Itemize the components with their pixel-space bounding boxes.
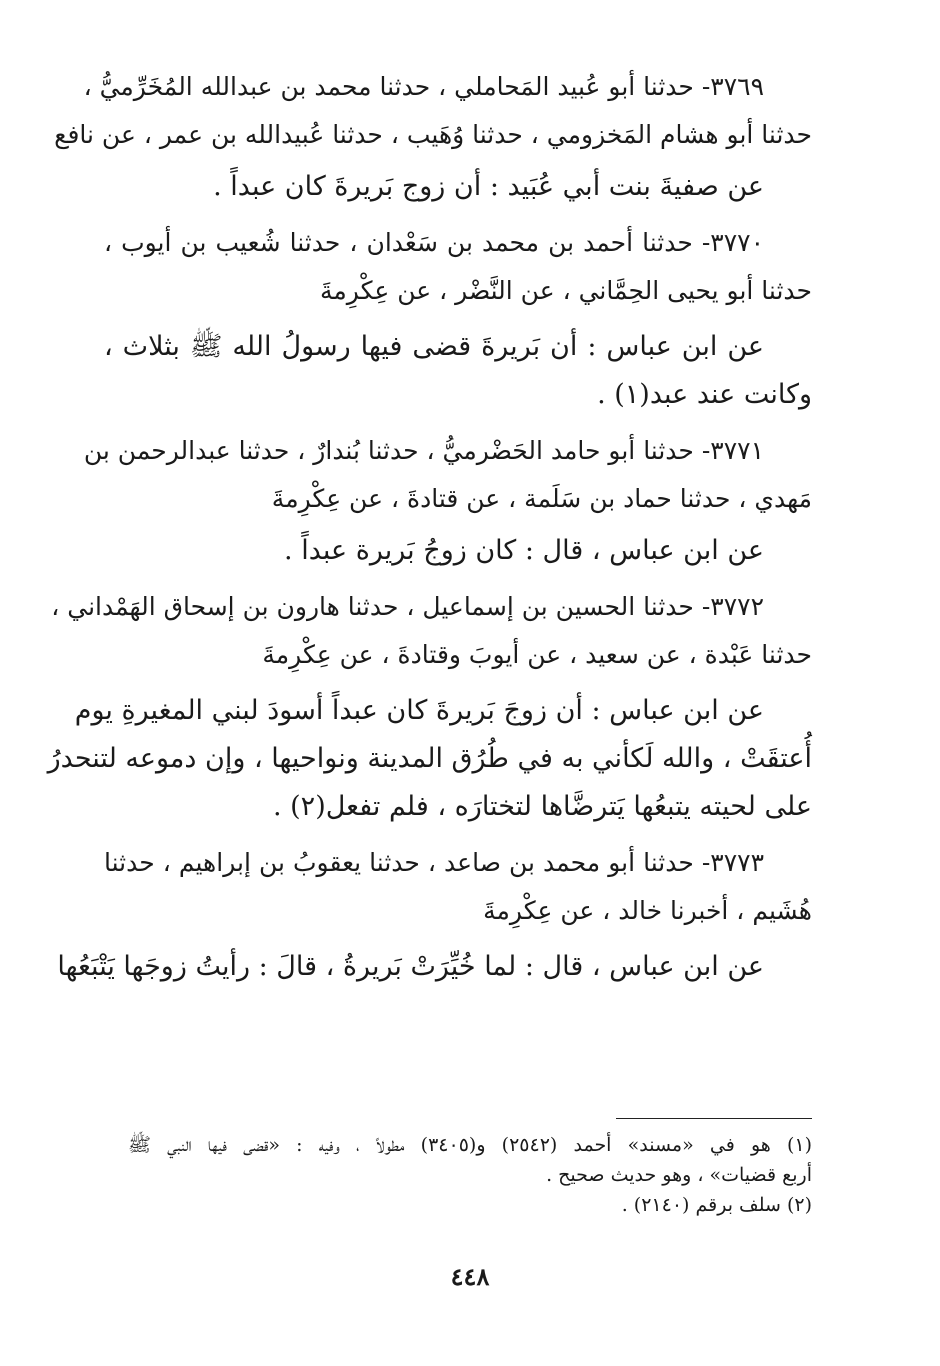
text-line: حدثنا عَبْدة ، عن سعيد ، عن أيوبَ وقتادةَ ، عن عِكْرِمةَ [262, 640, 812, 669]
main-text [47, 72, 812, 982]
text-line: ٣٧٧١- حدثنا أبو حامد الحَضْرميُّ ، حدثنا بُندارٌ ، حدثنا عبدالرحمن بن [83, 436, 764, 465]
text-line: عن ابن عباس : أن بَريرةَ قضى فيها رسولُ الله ﷺ بثلاث ، [104, 331, 764, 362]
text-line: على لحيته يتبعُها يَترضَّاها لتختارَه ، فلم تفعل(٢) . [272, 791, 812, 822]
hadith-3770-matn [104, 332, 812, 410]
hadith-3773-matn [57, 951, 812, 982]
hadith-3772-matn [47, 695, 812, 822]
text-line: حدثنا أبو هشام المَخزومي ، حدثنا وُهَيب ، حدثنا عُبيدالله بن عمر ، عن نافع [54, 120, 812, 149]
footnote-line: أربع قضيات» ، وهو حديث صحيح . [546, 1164, 812, 1186]
text-line: عن ابن عباس ، قال : كان زوجُ بَريرة عبداً . [284, 535, 764, 566]
text-line: عن ابن عباس : أن زوجَ بَريرةَ كان عبداً أسودَ لبني المغيرةِ يوم [74, 695, 764, 726]
hadith-3769-matn [104, 172, 812, 202]
text-line: عن ابن عباس ، قال : لما خُيِّرَتْ بَريرةُ ، قالَ : رأيتُ زوجَها يَتْبَعُها [57, 951, 764, 982]
footnote-line: (٢) سلف برقم (٢١٤٠) . [621, 1194, 812, 1216]
hadith-3772-isnad [51, 592, 812, 670]
hadith-3769-isnad [54, 72, 812, 150]
text-line: مَهدي ، حدثنا حماد بن سَلَمة ، عن قتادةَ ، عن عِكْرِمةَ [271, 484, 812, 513]
text-line: هُشَيم ، أخبرنا خالد ، عن عِكْرِمةَ [483, 896, 812, 925]
footnotes [128, 1130, 812, 1220]
page-number: ٤٤٨ [450, 1262, 490, 1291]
text-line: ٣٧٧٠- حدثنا أحمد بن محمد بن سَعْدان ، حدثنا شُعيب بن أيوب ، [104, 228, 764, 257]
text-line: حدثنا أبو يحيى الحِمَّاني ، عن النَّضْر ، عن عِكْرِمةَ [319, 276, 812, 305]
hadith-3771-isnad [83, 436, 812, 514]
text-line: ٣٧٧٢- حدثنا الحسين بن إسماعيل ، حدثنا هارون بن إسحاق الهَمْداني ، [51, 592, 764, 621]
text-line: ٣٧٧٣- حدثنا أبو محمد بن صاعد ، حدثنا يعقوبُ بن إبراهيم ، حدثنا [104, 848, 764, 877]
footnote-divider [616, 1118, 812, 1119]
footnote-line: (١) هو في «مسند» أحمد (٢٥٤٢) و(٣٤٠٥) مطولاً ، وفيه : «قضى فيها النبي ﷺ [128, 1134, 813, 1156]
hadith-3770-isnad [104, 228, 812, 306]
text-line: وكانت عند عبد(١) . [597, 379, 812, 410]
hadith-3771-matn [104, 536, 812, 566]
text-line: ٣٧٦٩- حدثنا أبو عُبيد المَحاملي ، حدثنا محمد بن عبدالله المُخَرِّميُّ ، [83, 72, 764, 101]
hadith-3773-isnad [104, 848, 812, 926]
text-line: عن صفيةَ بنت أبي عُبَيد : أن زوج بَريرةَ كان عبداً . [213, 171, 764, 202]
text-line: أُعتقَتْ ، والله لَكأني به في طُرُق المدينة ونواحيها ، وإن دموعه لتنحدرُ [47, 743, 812, 774]
